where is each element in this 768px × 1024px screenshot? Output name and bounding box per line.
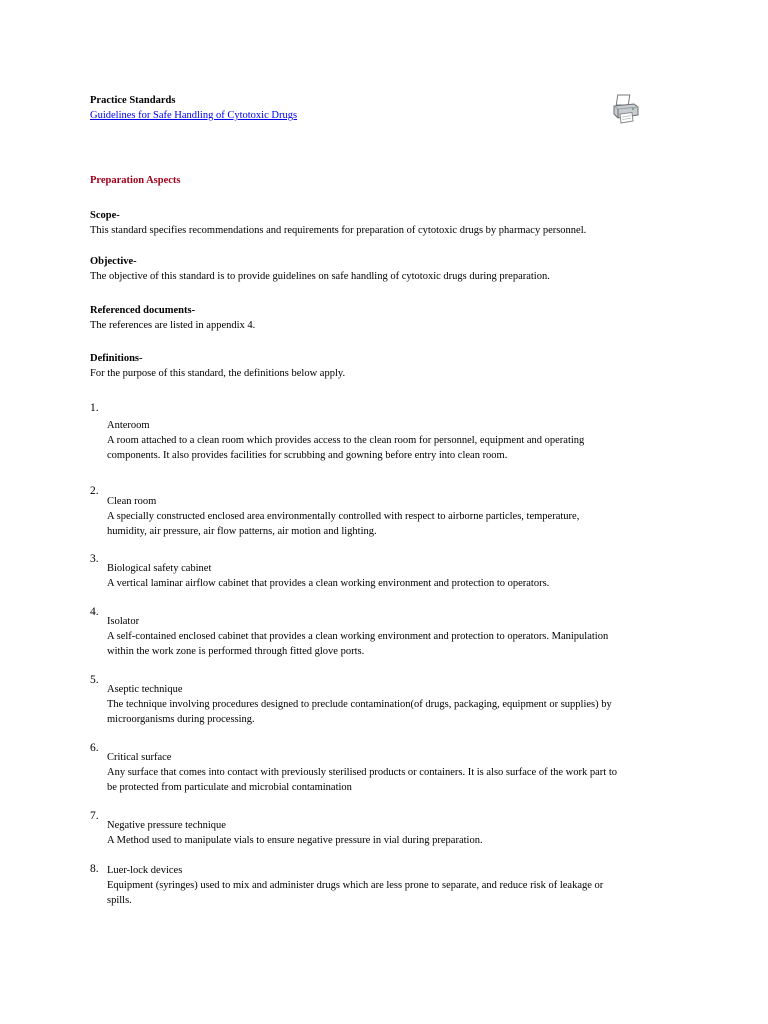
definition-number: 8. (90, 863, 99, 875)
definition-line: humidity, air pressure, air flow patterns, air motion and lighting. (107, 526, 377, 537)
section-title: Preparation Aspects (90, 175, 181, 186)
scope-text: This standard specifies recommendations and requirements for preparation of cytotoxic drugs by pharmacy personnel. (90, 225, 587, 236)
guidelines-link[interactable]: Guidelines for Safe Handling of Cytotoxic Drugs (90, 110, 298, 121)
definition-line: Equipment (syringes) used to mix and administer drugs which are less prone to separate, and reduce risk of leakage or (107, 880, 604, 891)
definition-line: A specially constructed enclosed area environmentally controlled with respect to airborne particles, temperature, (107, 511, 580, 522)
printer-icon[interactable] (611, 93, 639, 125)
definition-number: 4. (90, 606, 99, 618)
scope-block (90, 208, 670, 238)
objective-label: Objective- (90, 256, 137, 267)
referenced-label: Referenced documents- (90, 305, 196, 316)
definition-number: 2. (90, 485, 99, 497)
definition-term: Aseptic technique (107, 684, 183, 695)
objective-block (90, 254, 670, 284)
referenced-block (90, 303, 670, 333)
definition-line: spills. (107, 895, 132, 906)
definition-number: 1. (90, 402, 99, 414)
definition-number: 5. (90, 674, 99, 686)
definition-line: A vertical laminar airflow cabinet that provides a clean working environment and protection to operators. (107, 578, 550, 589)
definition-line: A self-contained enclosed cabinet that provides a clean working environment and protection to operators. Manipulation (107, 631, 609, 642)
definition-term: Isolator (107, 616, 140, 627)
definition-line: A Method used to manipulate vials to ensure negative pressure in vial during preparation. (107, 835, 483, 846)
definition-line: components. It also provides facilities for scrubbing and gowning before entry into clean room. (107, 450, 508, 461)
definition-line: be protected from particulate and microbial contamination (107, 782, 352, 793)
definition-line: within the work zone is performed through fitted glove ports. (107, 646, 365, 657)
definition-term: Clean room (107, 496, 157, 507)
referenced-text: The references are listed in appendix 4. (90, 320, 256, 331)
definition-line: microorganisms during processing. (107, 714, 255, 725)
definition-line: The technique involving procedures designed to preclude contamination(of drugs, packaging, equipment or supplies) by (107, 699, 612, 710)
definition-line: A room attached to a clean room which provides access to the clean room for personnel, equipment and operating (107, 435, 585, 446)
definitions-text: For the purpose of this standard, the definitions below apply. (90, 368, 346, 379)
objective-text: The objective of this standard is to provide guidelines on safe handling of cytotoxic drugs during preparation. (90, 271, 550, 282)
scope-label: Scope- (90, 210, 120, 221)
definition-term: Anteroom (107, 420, 150, 431)
page-header (90, 93, 670, 123)
definition-number: 7. (90, 810, 99, 822)
page-title: Practice Standards (90, 95, 176, 106)
definition-term: Negative pressure technique (107, 820, 226, 831)
definition-term: Biological safety cabinet (107, 563, 212, 574)
definition-number: 6. (90, 742, 99, 754)
definitions-label: Definitions- (90, 353, 143, 364)
definition-term: Luer-lock devices (107, 865, 183, 876)
definition-number: 3. (90, 553, 99, 565)
definition-term: Critical surface (107, 752, 172, 763)
definition-line: Any surface that comes into contact with previously sterilised products or containers. It is also surface of the work part to (107, 767, 617, 778)
definitions-block (90, 351, 670, 381)
